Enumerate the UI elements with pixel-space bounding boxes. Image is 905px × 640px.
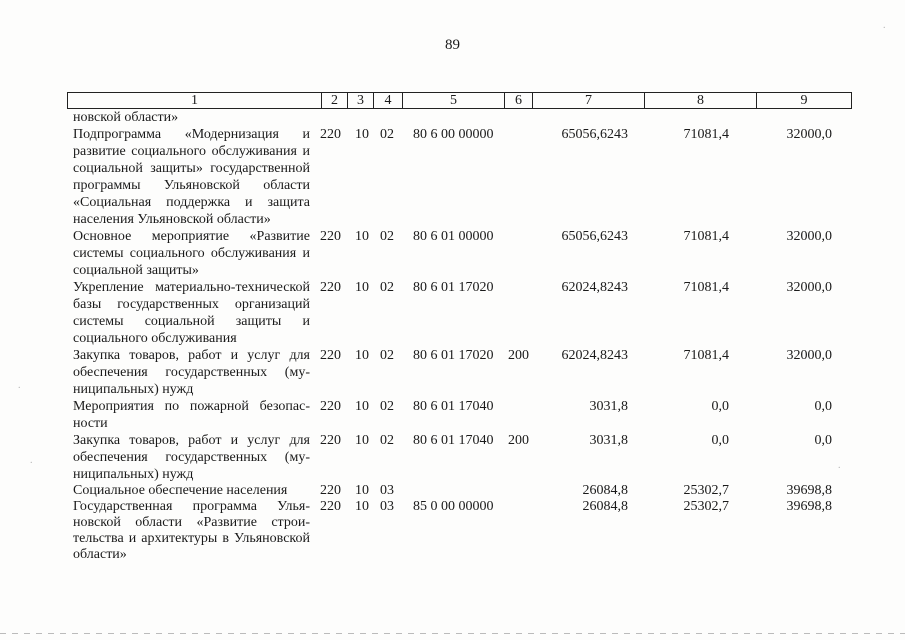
header-col-6: 6 [505,93,533,109]
row-name: Укрепление материально-технической базы государственных организаций системы социальной защиты и социального обслуживания [73,280,310,346]
table-row [73,279,863,347]
row-code-3: 10 [355,127,369,142]
row-amount-9: 32000,0 [786,348,832,363]
row-code-4: 02 [380,433,394,448]
row-amount-9: 32000,0 [786,280,832,295]
row-name: Государственная программа Ульяновской области «Развитие строительства и архитектуры в Ульяновской области» [73,499,310,562]
table-row [73,109,863,126]
scan-speck: . [30,455,33,466]
header-col-4: 4 [374,93,403,109]
row-code-2: 220 [320,399,341,414]
row-amount-7: 62024,8243 [561,348,628,363]
row-amount-7: 3031,8 [589,433,628,448]
column-number-header [67,92,852,109]
row-code-2: 220 [320,499,341,514]
header-col-3: 3 [348,93,374,109]
row-name: Основное мероприятие «Развитие системы социального обслуживания и социальной защиты» [73,229,310,278]
row-code-4: 03 [380,499,394,514]
row-code-2: 220 [320,433,341,448]
row-code-4: 02 [380,348,394,363]
budget-table-body [73,109,863,563]
table-row [73,126,863,228]
row-code-5: 80 6 01 17020 [413,348,494,363]
row-code-4: 02 [380,280,394,295]
header-col-8: 8 [645,93,757,109]
row-code-3: 10 [355,229,369,244]
row-amount-8: 71081,4 [683,280,729,295]
table-row [73,398,863,432]
row-amount-8: 25302,7 [683,499,729,514]
row-code-2: 220 [320,229,341,244]
row-name: Социальное обеспечение населения [73,483,288,498]
scan-speck: . [18,380,21,391]
row-code-4: 02 [380,127,394,142]
row-amount-8: 0,0 [711,399,729,414]
row-amount-7: 62024,8243 [561,280,628,295]
row-code-2: 220 [320,280,341,295]
row-code-5: 80 6 00 00000 [413,127,494,142]
table-row [73,228,863,279]
row-code-4: 02 [380,399,394,414]
row-amount-8: 71081,4 [683,348,729,363]
row-code-5: 80 6 01 17020 [413,280,494,295]
row-code-4: 02 [380,229,394,244]
row-code-3: 10 [355,433,369,448]
row-code-6: 200 [508,433,529,448]
row-code-2: 220 [320,348,341,363]
row-name: новской области» [73,110,179,125]
table-row [73,483,863,499]
row-amount-8: 71081,4 [683,127,729,142]
row-name: Закупка товаров, работ и услуг для обеспечения государственных (муниципальных) нужд [73,433,310,482]
row-code-6: 200 [508,348,529,363]
row-amount-7: 26084,8 [582,483,628,498]
row-code-3: 10 [355,499,369,514]
row-code-3: 10 [355,483,369,498]
row-code-5: 80 6 01 17040 [413,433,494,448]
row-amount-7: 65056,6243 [561,127,628,142]
table-row [73,347,863,398]
scan-speck: . [838,460,841,471]
row-code-2: 220 [320,483,341,498]
row-code-3: 10 [355,348,369,363]
row-code-4: 03 [380,483,394,498]
row-amount-9: 32000,0 [786,127,832,142]
page-number: 89 [445,37,460,53]
row-amount-9: 39698,8 [786,499,832,514]
row-code-2: 220 [320,127,341,142]
row-code-5: 80 6 01 00000 [413,229,494,244]
row-name: Мероприятия по пожарной безопасности [73,399,310,431]
scan-speck: . [883,20,886,31]
row-name: Закупка товаров, работ и услуг для обеспечения государственных (муниципальных) нужд [73,348,310,397]
row-amount-9: 0,0 [814,399,832,414]
row-code-3: 10 [355,399,369,414]
row-amount-7: 26084,8 [582,499,628,514]
table-row [73,499,863,563]
row-amount-8: 71081,4 [683,229,729,244]
row-amount-7: 65056,6243 [561,229,628,244]
header-col-1: 1 [68,93,322,109]
row-code-3: 10 [355,280,369,295]
row-amount-9: 32000,0 [786,229,832,244]
row-amount-9: 0,0 [814,433,832,448]
header-col-2: 2 [322,93,348,109]
scan-edge-rule [0,633,905,634]
row-code-5: 80 6 01 17040 [413,399,494,414]
header-row [68,93,852,109]
header-col-5: 5 [403,93,505,109]
row-name: Подпрограмма «Модернизация и развитие социального обслуживания и социальной защиты» государственной программы Ульяновской области «Социальная поддержка и защита населения Ульяновской области» [73,127,310,227]
row-amount-8: 25302,7 [683,483,729,498]
header-col-7: 7 [533,93,645,109]
row-amount-8: 0,0 [711,433,729,448]
table-row [73,432,863,483]
row-amount-7: 3031,8 [589,399,628,414]
row-code-5: 85 0 00 00000 [413,499,494,514]
row-amount-9: 39698,8 [786,483,832,498]
header-col-9: 9 [757,93,852,109]
